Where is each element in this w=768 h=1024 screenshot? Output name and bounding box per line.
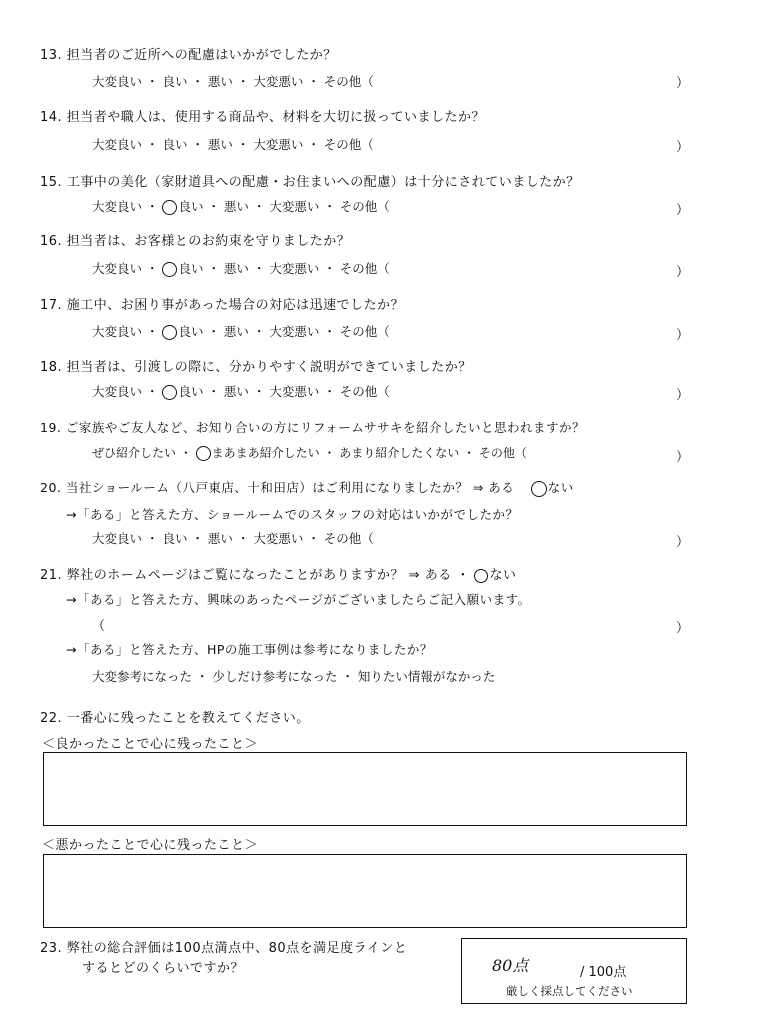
q16-option-b: 良い ・ 悪い ・ 大変悪い ・ その他（ bbox=[178, 261, 390, 276]
q19-options bbox=[92, 444, 527, 461]
q21-sub-question-2: →「ある」と答えた方、HPの施工事例は参考になりましたか？ bbox=[66, 642, 433, 657]
q21-paren-open: （ bbox=[92, 619, 106, 634]
bad-comment-box[interactable] bbox=[43, 854, 687, 928]
q15-option-b: 良い ・ 悪い ・ 大変悪い ・ その他（ bbox=[178, 199, 390, 214]
q16-option-a: 大変良い ・ bbox=[92, 261, 159, 276]
score-note: 厳しく採点してください bbox=[506, 984, 633, 998]
q16-options bbox=[92, 259, 390, 277]
q16-paren-close: ） bbox=[676, 265, 690, 280]
selected-circle-icon bbox=[162, 200, 177, 215]
q14-options: 大変良い ・ 良い ・ 悪い ・ 大変悪い ・ その他（ bbox=[92, 137, 374, 152]
q16-text: 16. 担当者は、お客様とのお約束を守りましたか？ bbox=[40, 234, 351, 249]
q20-sub-question: →「ある」と答えた方、ショールームでのスタッフの対応はいかがでしたか？ bbox=[66, 507, 519, 522]
q22-bad-label: ＜悪かったことで心に残ったこと＞ bbox=[42, 838, 259, 853]
q18-options bbox=[92, 382, 390, 400]
q21-text bbox=[40, 564, 517, 583]
q18-text: 18. 担当者は、引渡しの際に、分かりやすく説明ができていましたか？ bbox=[40, 360, 472, 375]
q17-paren-close: ） bbox=[676, 328, 690, 343]
q21-question: 21. 弊社のホームページはご覧になったことがありますか？ ⇒ ある ・ bbox=[40, 568, 470, 583]
q17-text: 17. 施工中、お困り事があった場合の対応は迅速でしたか？ bbox=[40, 298, 405, 313]
selected-circle-icon bbox=[474, 569, 488, 583]
q19-option-a: ぜひ紹介したい ・ bbox=[92, 446, 192, 460]
q21-paren-close: ） bbox=[676, 621, 690, 636]
selected-circle-icon bbox=[162, 385, 177, 400]
q23-text-line1: 23. 弊社の総合評価は100点満点中、80点を満足度ラインと bbox=[40, 941, 408, 956]
q14-text: 14. 担当者や職人は、使用する商品や、材料を大切に扱っていましたか？ bbox=[40, 110, 486, 125]
q13-options: 大変良い ・ 良い ・ 悪い ・ 大変悪い ・ その他（ bbox=[92, 74, 374, 89]
q17-options bbox=[92, 322, 390, 340]
q22-good-label: ＜良かったことで心に残ったこと＞ bbox=[42, 737, 259, 752]
q15-options bbox=[92, 197, 390, 215]
q20-paren-close: ） bbox=[676, 535, 690, 550]
q18-option-a: 大変良い ・ bbox=[92, 384, 159, 399]
selected-circle-icon bbox=[162, 262, 177, 277]
q13-paren-close: ） bbox=[676, 76, 690, 91]
selected-circle-icon bbox=[196, 446, 211, 461]
q15-option-a: 大変良い ・ bbox=[92, 199, 159, 214]
q13-text: 13. 担当者のご近所への配慮はいかがでしたか？ bbox=[40, 48, 337, 63]
selected-circle-icon bbox=[531, 481, 547, 497]
good-comment-box[interactable] bbox=[43, 752, 687, 826]
selected-circle-icon bbox=[162, 325, 177, 340]
handwritten-score: 80点 bbox=[492, 956, 529, 975]
q19-paren-close: ） bbox=[676, 450, 690, 465]
score-box[interactable] bbox=[461, 938, 687, 1004]
q23-text-line2: するとどのくらいですか？ bbox=[82, 961, 245, 976]
q19-text: 19. ご家族やご友人など、お知り合いの方にリフォームササキを紹介したいと思われますか？ bbox=[40, 420, 585, 435]
q22-text: 22. 一番心に残ったことを教えてください。 bbox=[40, 711, 310, 726]
q21-options: 大変参考になった ・ 少しだけ参考になった ・ 知りたい情報がなかった bbox=[92, 669, 496, 684]
q17-option-a: 大変良い ・ bbox=[92, 324, 159, 339]
q18-paren-close: ） bbox=[676, 388, 690, 403]
q20-options: 大変良い ・ 良い ・ 悪い ・ 大変悪い ・ その他（ bbox=[92, 531, 374, 546]
q21-option-none: ない bbox=[489, 568, 517, 583]
q20-question: 20. 当社ショールーム（八戸東店、十和田店）はご利用になりましたか？ ⇒ ある bbox=[40, 480, 515, 495]
q18-option-b: 良い ・ 悪い ・ 大変悪い ・ その他（ bbox=[178, 384, 390, 399]
q17-option-b: 良い ・ 悪い ・ 大変悪い ・ その他（ bbox=[178, 324, 390, 339]
q15-paren-close: ） bbox=[676, 203, 690, 218]
q14-paren-close: ） bbox=[676, 140, 690, 155]
q19-option-b: まあまあ紹介したい ・ あまり紹介したくない ・ その他（ bbox=[211, 446, 527, 460]
score-out-of: / 100点 bbox=[580, 965, 627, 980]
q15-text: 15. 工事中の美化（家財道具への配慮・お住まいへの配慮）は十分にされていましたか？ bbox=[40, 175, 580, 190]
q20-text bbox=[40, 478, 574, 497]
q20-option-none: ない bbox=[547, 480, 574, 495]
q21-sub-question-1: →「ある」と答えた方、興味のあったページがございましたらご記入願います。 bbox=[66, 592, 531, 607]
